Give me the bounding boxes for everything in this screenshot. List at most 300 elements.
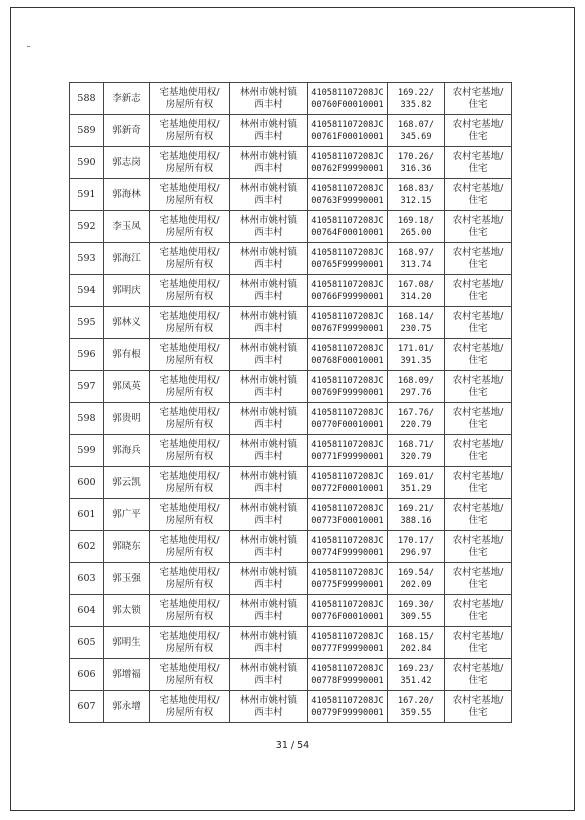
unit-code-cell	[308, 243, 388, 275]
area-line: 351.29	[400, 483, 432, 494]
location-line: 林州市姚村镇	[239, 150, 297, 162]
right-type-line: 房屋所有权	[165, 130, 214, 142]
usage-line: 住宅	[468, 418, 488, 430]
right-type-line: 宅基地使用权/	[159, 662, 220, 674]
location-line: 西丰村	[254, 98, 283, 110]
right-type-cell	[150, 563, 230, 595]
right-type-line: 房屋所有权	[165, 162, 214, 174]
usage-line: 农村宅基地/	[452, 502, 504, 514]
owner-name-cell: 郭明庆	[104, 275, 150, 307]
table-row	[70, 531, 512, 563]
unit-code-cell	[308, 115, 388, 147]
owner-name-cell: 郭凤英	[104, 371, 150, 403]
unit-code-cell	[308, 339, 388, 371]
right-type-line: 房屋所有权	[165, 290, 214, 302]
usage-cell	[445, 659, 512, 691]
right-type-cell	[150, 595, 230, 627]
location-cell	[230, 83, 308, 115]
row-number-cell: 595	[70, 307, 104, 339]
unit-code-line: 00761F00010001	[311, 131, 384, 142]
usage-cell	[445, 563, 512, 595]
location-cell	[230, 531, 308, 563]
area-line: 168.07/	[397, 119, 435, 130]
location-cell	[230, 659, 308, 691]
unit-code-line: 00771F99990001	[311, 451, 384, 462]
unit-code-line: 410581107208JC	[311, 503, 384, 514]
location-cell	[230, 627, 308, 659]
location-cell	[230, 147, 308, 179]
row-number-cell: 592	[70, 211, 104, 243]
usage-line: 住宅	[468, 578, 488, 590]
table-row	[70, 179, 512, 211]
location-cell	[230, 499, 308, 531]
right-type-cell	[150, 83, 230, 115]
area-line: 359.55	[400, 707, 432, 718]
usage-line: 农村宅基地/	[452, 86, 504, 98]
area-line: 312.15	[400, 195, 432, 206]
table-row	[70, 691, 512, 723]
location-cell	[230, 691, 308, 723]
area-line: 351.42	[400, 675, 432, 686]
area-cell	[388, 339, 445, 371]
usage-line: 住宅	[468, 130, 488, 142]
usage-cell	[445, 275, 512, 307]
unit-code-line: 410581107208JC	[311, 567, 384, 578]
table-row	[70, 659, 512, 691]
unit-code-cell	[308, 563, 388, 595]
row-number-cell: 597	[70, 371, 104, 403]
area-line: 169.18/	[397, 215, 435, 226]
area-cell	[388, 243, 445, 275]
unit-code-line: 410581107208JC	[311, 87, 384, 98]
right-type-cell	[150, 659, 230, 691]
right-type-line: 宅基地使用权/	[159, 566, 220, 578]
unit-code-line: 00768F00010001	[311, 355, 384, 366]
unit-code-line: 410581107208JC	[311, 343, 384, 354]
location-line: 西丰村	[254, 514, 283, 526]
usage-line: 农村宅基地/	[452, 630, 504, 642]
registry-table-body	[70, 83, 512, 723]
unit-code-cell	[308, 83, 388, 115]
table-row	[70, 595, 512, 627]
unit-code-line: 410581107208JC	[311, 407, 384, 418]
usage-line: 农村宅基地/	[452, 694, 504, 706]
row-number-cell: 588	[70, 83, 104, 115]
location-line: 林州市姚村镇	[239, 214, 297, 226]
location-line: 西丰村	[254, 674, 283, 686]
right-type-cell	[150, 211, 230, 243]
right-type-line: 宅基地使用权/	[159, 182, 220, 194]
right-type-line: 房屋所有权	[165, 482, 214, 494]
area-line: 320.79	[400, 451, 432, 462]
unit-code-line: 00778F99990001	[311, 675, 384, 686]
area-line: 167.76/	[397, 407, 435, 418]
unit-code-line: 410581107208JC	[311, 311, 384, 322]
right-type-line: 房屋所有权	[165, 578, 214, 590]
usage-line: 住宅	[468, 354, 488, 366]
usage-cell	[445, 83, 512, 115]
usage-line: 农村宅基地/	[452, 118, 504, 130]
right-type-cell	[150, 147, 230, 179]
right-type-cell	[150, 179, 230, 211]
area-line: 168.83/	[397, 183, 435, 194]
location-line: 西丰村	[254, 610, 283, 622]
table-row	[70, 275, 512, 307]
location-cell	[230, 467, 308, 499]
area-line: 345.69	[400, 131, 432, 142]
area-line: 230.75	[400, 323, 432, 334]
location-line: 西丰村	[254, 226, 283, 238]
right-type-line: 房屋所有权	[165, 98, 214, 110]
right-type-cell	[150, 243, 230, 275]
unit-code-cell	[308, 531, 388, 563]
owner-name-cell: 郭云凯	[104, 467, 150, 499]
row-number-cell: 589	[70, 115, 104, 147]
row-number-cell: 605	[70, 627, 104, 659]
right-type-line: 宅基地使用权/	[159, 310, 220, 322]
unit-code-line: 00766F99990001	[311, 291, 384, 302]
area-line: 169.22/	[397, 87, 435, 98]
usage-cell	[445, 595, 512, 627]
owner-name-cell: 郭广平	[104, 499, 150, 531]
usage-line: 农村宅基地/	[452, 374, 504, 386]
table-row	[70, 467, 512, 499]
location-line: 西丰村	[254, 162, 283, 174]
usage-cell	[445, 627, 512, 659]
location-line: 西丰村	[254, 642, 283, 654]
area-cell	[388, 659, 445, 691]
location-line: 西丰村	[254, 546, 283, 558]
right-type-cell	[150, 275, 230, 307]
right-type-line: 房屋所有权	[165, 546, 214, 558]
unit-code-line: 00773F00010001	[311, 515, 384, 526]
area-cell	[388, 691, 445, 723]
area-line: 296.97	[400, 547, 432, 558]
unit-code-line: 410581107208JC	[311, 631, 384, 642]
unit-code-cell	[308, 307, 388, 339]
location-cell	[230, 435, 308, 467]
usage-cell	[445, 499, 512, 531]
unit-code-line: 410581107208JC	[311, 151, 384, 162]
usage-cell	[445, 531, 512, 563]
unit-code-cell	[308, 435, 388, 467]
area-cell	[388, 499, 445, 531]
unit-code-line: 00763F99990001	[311, 195, 384, 206]
location-line: 西丰村	[254, 130, 283, 142]
table-row	[70, 243, 512, 275]
right-type-line: 宅基地使用权/	[159, 374, 220, 386]
area-line: 169.23/	[397, 663, 435, 674]
location-cell	[230, 403, 308, 435]
right-type-line: 宅基地使用权/	[159, 246, 220, 258]
area-line: 314.20	[400, 291, 432, 302]
right-type-line: 房屋所有权	[165, 386, 214, 398]
right-type-line: 房屋所有权	[165, 706, 214, 718]
area-line: 167.20/	[397, 695, 435, 706]
usage-line: 住宅	[468, 610, 488, 622]
usage-line: 农村宅基地/	[452, 534, 504, 546]
area-line: 169.54/	[397, 567, 435, 578]
unit-code-line: 410581107208JC	[311, 599, 384, 610]
location-cell	[230, 179, 308, 211]
owner-name-cell: 郭太锁	[104, 595, 150, 627]
right-type-line: 宅基地使用权/	[159, 342, 220, 354]
right-type-line: 宅基地使用权/	[159, 502, 220, 514]
right-type-line: 房屋所有权	[165, 674, 214, 686]
location-line: 林州市姚村镇	[239, 182, 297, 194]
area-line: 297.76	[400, 387, 432, 398]
table-row	[70, 435, 512, 467]
row-number-cell: 599	[70, 435, 104, 467]
location-line: 林州市姚村镇	[239, 566, 297, 578]
area-line: 202.09	[400, 579, 432, 590]
table-row	[70, 147, 512, 179]
location-line: 林州市姚村镇	[239, 630, 297, 642]
unit-code-cell	[308, 659, 388, 691]
area-cell	[388, 83, 445, 115]
table-row	[70, 339, 512, 371]
right-type-cell	[150, 691, 230, 723]
right-type-cell	[150, 627, 230, 659]
location-cell	[230, 115, 308, 147]
unit-code-line: 00764F00010001	[311, 227, 384, 238]
usage-cell	[445, 691, 512, 723]
location-line: 西丰村	[254, 194, 283, 206]
area-line: 202.84	[400, 643, 432, 654]
area-line: 168.14/	[397, 311, 435, 322]
usage-cell	[445, 403, 512, 435]
row-number-cell: 598	[70, 403, 104, 435]
unit-code-line: 410581107208JC	[311, 695, 384, 706]
area-line: 316.36	[400, 163, 432, 174]
unit-code-line: 00775F99990001	[311, 579, 384, 590]
usage-line: 住宅	[468, 258, 488, 270]
area-line: 391.35	[400, 355, 432, 366]
area-line: 169.01/	[397, 471, 435, 482]
usage-line: 农村宅基地/	[452, 310, 504, 322]
owner-name-cell: 郭贵明	[104, 403, 150, 435]
area-line: 169.21/	[397, 503, 435, 514]
unit-code-line: 410581107208JC	[311, 183, 384, 194]
area-line: 170.17/	[397, 535, 435, 546]
row-number-cell: 596	[70, 339, 104, 371]
area-cell	[388, 403, 445, 435]
area-line: 313.74	[400, 259, 432, 270]
usage-line: 农村宅基地/	[452, 566, 504, 578]
usage-line: 农村宅基地/	[452, 470, 504, 482]
right-type-line: 宅基地使用权/	[159, 214, 220, 226]
row-number-cell: 607	[70, 691, 104, 723]
usage-cell	[445, 371, 512, 403]
area-cell	[388, 563, 445, 595]
unit-code-cell	[308, 627, 388, 659]
location-line: 西丰村	[254, 418, 283, 430]
usage-line: 住宅	[468, 450, 488, 462]
row-number-cell: 604	[70, 595, 104, 627]
table-row	[70, 115, 512, 147]
right-type-line: 房屋所有权	[165, 258, 214, 270]
usage-line: 住宅	[468, 386, 488, 398]
unit-code-cell	[308, 403, 388, 435]
owner-name-cell: 郭林义	[104, 307, 150, 339]
location-cell	[230, 339, 308, 371]
table-row	[70, 627, 512, 659]
unit-code-line: 00760F00010001	[311, 99, 384, 110]
usage-cell	[445, 243, 512, 275]
area-cell	[388, 275, 445, 307]
unit-code-line: 410581107208JC	[311, 375, 384, 386]
usage-line: 住宅	[468, 98, 488, 110]
right-type-line: 宅基地使用权/	[159, 438, 220, 450]
right-type-line: 宅基地使用权/	[159, 598, 220, 610]
location-line: 西丰村	[254, 706, 283, 718]
owner-name-cell: 郭明生	[104, 627, 150, 659]
location-line: 林州市姚村镇	[239, 310, 297, 322]
row-number-cell: 602	[70, 531, 104, 563]
row-number-cell: 606	[70, 659, 104, 691]
location-line: 林州市姚村镇	[239, 278, 297, 290]
right-type-line: 房屋所有权	[165, 194, 214, 206]
row-number-cell: 601	[70, 499, 104, 531]
usage-cell	[445, 147, 512, 179]
location-line: 林州市姚村镇	[239, 406, 297, 418]
location-line: 西丰村	[254, 354, 283, 366]
row-number-cell: 590	[70, 147, 104, 179]
right-type-line: 宅基地使用权/	[159, 406, 220, 418]
area-cell	[388, 467, 445, 499]
area-cell	[388, 147, 445, 179]
location-line: 西丰村	[254, 258, 283, 270]
scan-speck	[27, 46, 30, 47]
usage-line: 住宅	[468, 322, 488, 334]
area-line: 309.55	[400, 611, 432, 622]
usage-line: 农村宅基地/	[452, 406, 504, 418]
area-line: 170.26/	[397, 151, 435, 162]
unit-code-line: 410581107208JC	[311, 279, 384, 290]
right-type-cell	[150, 467, 230, 499]
unit-code-line: 410581107208JC	[311, 247, 384, 258]
right-type-line: 房屋所有权	[165, 610, 214, 622]
unit-code-line: 00776F00010001	[311, 611, 384, 622]
right-type-line: 房屋所有权	[165, 418, 214, 430]
usage-line: 住宅	[468, 194, 488, 206]
unit-code-cell	[308, 371, 388, 403]
location-line: 西丰村	[254, 386, 283, 398]
usage-line: 住宅	[468, 514, 488, 526]
usage-line: 住宅	[468, 290, 488, 302]
location-line: 林州市姚村镇	[239, 534, 297, 546]
unit-code-line: 00765F99990001	[311, 259, 384, 270]
owner-name-cell: 郭海兵	[104, 435, 150, 467]
row-number-cell: 603	[70, 563, 104, 595]
area-line: 220.79	[400, 419, 432, 430]
owner-name-cell: 郭永增	[104, 691, 150, 723]
usage-line: 住宅	[468, 162, 488, 174]
usage-cell	[445, 467, 512, 499]
right-type-line: 房屋所有权	[165, 514, 214, 526]
unit-code-line: 00774F99990001	[311, 547, 384, 558]
area-cell	[388, 531, 445, 563]
area-cell	[388, 179, 445, 211]
area-cell	[388, 307, 445, 339]
owner-name-cell: 郭新奇	[104, 115, 150, 147]
unit-code-line: 00767F99990001	[311, 323, 384, 334]
right-type-line: 房屋所有权	[165, 226, 214, 238]
usage-line: 住宅	[468, 546, 488, 558]
unit-code-cell	[308, 691, 388, 723]
usage-line: 住宅	[468, 706, 488, 718]
location-line: 林州市姚村镇	[239, 342, 297, 354]
location-line: 西丰村	[254, 290, 283, 302]
usage-line: 住宅	[468, 642, 488, 654]
location-line: 林州市姚村镇	[239, 502, 297, 514]
table-row	[70, 307, 512, 339]
area-cell	[388, 371, 445, 403]
location-line: 林州市姚村镇	[239, 662, 297, 674]
location-cell	[230, 243, 308, 275]
owner-name-cell: 郭海江	[104, 243, 150, 275]
area-line: 168.09/	[397, 375, 435, 386]
usage-cell	[445, 115, 512, 147]
right-type-line: 宅基地使用权/	[159, 694, 220, 706]
unit-code-line: 00772F00010001	[311, 483, 384, 494]
right-type-cell	[150, 499, 230, 531]
location-cell	[230, 595, 308, 627]
usage-line: 农村宅基地/	[452, 214, 504, 226]
table-row	[70, 403, 512, 435]
location-line: 林州市姚村镇	[239, 246, 297, 258]
right-type-line: 房屋所有权	[165, 354, 214, 366]
right-type-line: 宅基地使用权/	[159, 150, 220, 162]
right-type-line: 宅基地使用权/	[159, 278, 220, 290]
area-line: 168.71/	[397, 439, 435, 450]
usage-cell	[445, 339, 512, 371]
unit-code-line: 410581107208JC	[311, 535, 384, 546]
area-cell	[388, 115, 445, 147]
area-line: 171.01/	[397, 343, 435, 354]
right-type-cell	[150, 371, 230, 403]
row-number-cell: 600	[70, 467, 104, 499]
unit-code-line: 00779F99990001	[311, 707, 384, 718]
owner-name-cell: 郭增福	[104, 659, 150, 691]
unit-code-line: 410581107208JC	[311, 471, 384, 482]
location-line: 林州市姚村镇	[239, 86, 297, 98]
owner-name-cell: 李新志	[104, 83, 150, 115]
location-line: 林州市姚村镇	[239, 694, 297, 706]
area-cell	[388, 627, 445, 659]
table-row	[70, 371, 512, 403]
area-line: 169.30/	[397, 599, 435, 610]
right-type-line: 房屋所有权	[165, 450, 214, 462]
table-row	[70, 211, 512, 243]
area-cell	[388, 595, 445, 627]
area-line: 168.15/	[397, 631, 435, 642]
location-line: 西丰村	[254, 482, 283, 494]
usage-line: 住宅	[468, 226, 488, 238]
row-number-cell: 591	[70, 179, 104, 211]
location-cell	[230, 563, 308, 595]
usage-line: 农村宅基地/	[452, 278, 504, 290]
table-row	[70, 83, 512, 115]
unit-code-line: 00770F00010001	[311, 419, 384, 430]
usage-line: 农村宅基地/	[452, 342, 504, 354]
unit-code-cell	[308, 467, 388, 499]
unit-code-line: 410581107208JC	[311, 215, 384, 226]
unit-code-line: 410581107208JC	[311, 663, 384, 674]
right-type-line: 宅基地使用权/	[159, 534, 220, 546]
area-line: 265.00	[400, 227, 432, 238]
row-number-cell: 593	[70, 243, 104, 275]
